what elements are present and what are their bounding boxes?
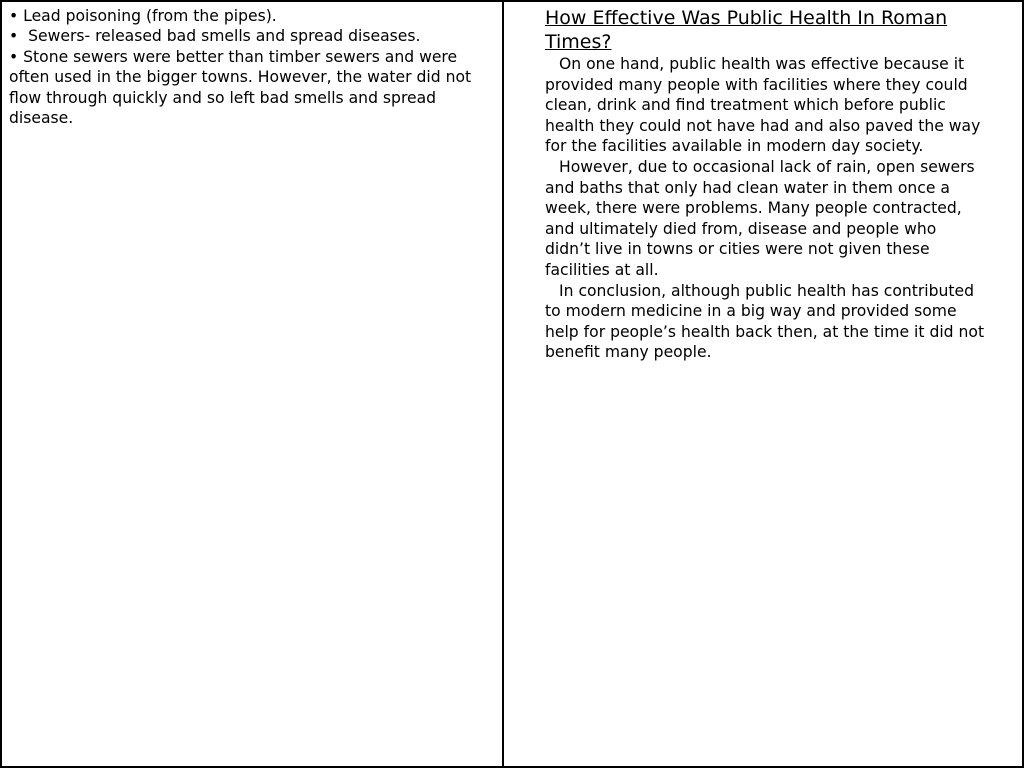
problems-bullet-list [9, 6, 489, 128]
bullet-stone-sewers: • Stone sewers were better than timber sewers and were often used in the bigger towns. However, the water did not flow through quickly and so left bad smells and spread disease. [9, 47, 477, 128]
essay-paragraph-however: However, due to occasional lack of rain, open sewers and baths that only had clean water in them once a week, there were problems. Many people contracted, and ultimately died from, disease and people who didn’t live in towns or cities were not given these facilities at all. [545, 157, 975, 279]
bullet-sewers: • Sewers- released bad smells and spread diseases. [9, 27, 421, 46]
essay-paragraph-one-hand: On one hand, public health was effective because it provided many people with facilities where they could clean, drink and find treatment which before public health they could not have had and also paved the way for the facilities available in modern day society. [545, 55, 981, 156]
essay-title: How Effective Was Public Health In Roman Times? [545, 7, 948, 53]
bullet-lead-poisoning: • Lead poisoning (from the pipes). [9, 7, 277, 25]
essay-section [545, 6, 985, 363]
essay-paragraph-conclusion: In conclusion, although public health has contributed to modern medicine in a big way and provided some help for people’s health back then, at the time it did not benefit many people. [545, 281, 985, 362]
